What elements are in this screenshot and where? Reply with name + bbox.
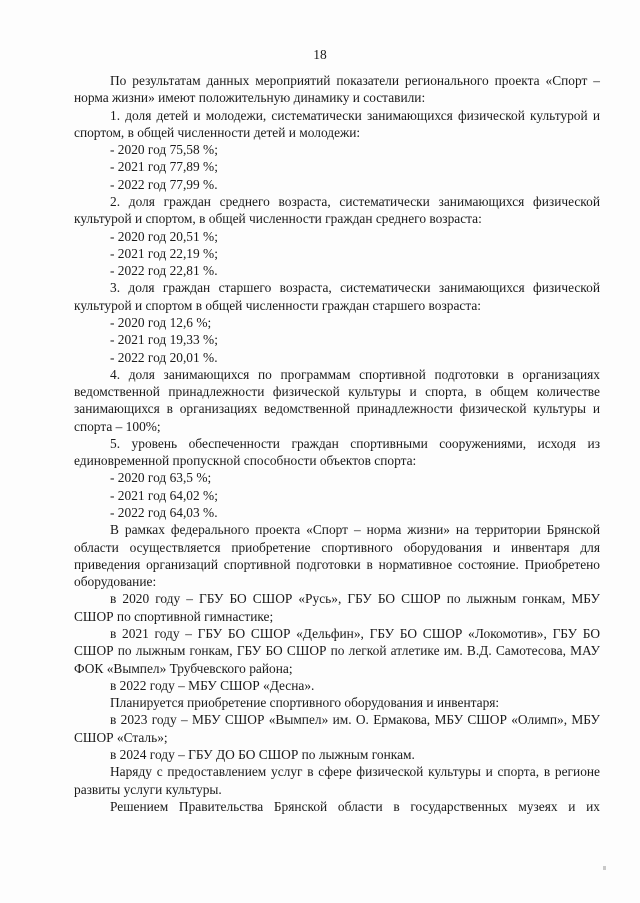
list-item: - 2020 год 75,58 %; bbox=[110, 142, 218, 158]
list-item: - 2022 год 22,81 %. bbox=[110, 263, 218, 279]
paragraph-intro: По результатам данных мероприятий показатели регионального проекта «Спорт – норма жизни» имеют положительную динамику и составили: bbox=[74, 73, 600, 106]
list-item: - 2022 год 77,99 %. bbox=[110, 176, 218, 192]
list-item: - 2022 год 20,01 %. bbox=[110, 349, 218, 365]
list-item: - 2020 год 12,6 %; bbox=[110, 314, 212, 330]
indicator-5: 5. уровень обеспеченности граждан спортивными сооружениями, исходя из единовременной пропускной способности объектов спорта: bbox=[74, 435, 600, 469]
paragraph-2021: в 2021 году – ГБУ БО СШОР «Дельфин», ГБУ БО СШОР «Локомотив», ГБУ БО СШОР по лыжным гонкам, ГБУ БО СШОР по легкой атлетике им. В.Д. Самотесова, МАУ ФОК «Вымпел» Трубчевского района; bbox=[74, 626, 600, 676]
indicator-4: 4. доля занимающихся по программам спортивной подготовки в организациях ведомственной принадлежности физической культуры и спорта, в общем количестве занимающихся в организациях ведомственной принадлежности физической культуры и спорта – 100%; bbox=[74, 366, 600, 434]
paragraph-culture: Наряду с предоставлением услуг в сфере физической культуры и спорта, в регионе развиты услуги культуры. bbox=[74, 764, 600, 797]
paragraph-2023: в 2023 году – МБУ СШОР «Вымпел» им. О. Ермакова, МБУ СШОР «Олимп», МБУ СШОР «Сталь»; bbox=[74, 712, 600, 745]
paragraph-federal-project: В рамках федерального проекта «Спорт – норма жизни» на территории Брянской области осуществляется приобретение спортивного оборудования и инвентаря для приведения организаций спортивной подготовки в нормативное состояние. Приобретено оборудование: bbox=[74, 522, 600, 590]
scan-speck bbox=[603, 866, 606, 870]
list-item: - 2020 год 63,5 %; bbox=[110, 470, 212, 486]
document-body bbox=[74, 72, 600, 815]
indicator-2: 2. доля граждан среднего возраста, систематически занимающихся физической культурой и спортом, в общей численности граждан среднего возраста: bbox=[74, 193, 600, 227]
paragraph-museums: Решением Правительства Брянской области в государственных музеях и их bbox=[110, 798, 600, 814]
paragraph-2022: в 2022 году – МБУ СШОР «Десна». bbox=[110, 677, 315, 693]
list-item: - 2021 год 22,19 %; bbox=[110, 245, 218, 261]
list-item: - 2021 год 19,33 %; bbox=[110, 332, 218, 348]
indicator-1: 1. доля детей и молодежи, систематически занимающихся физической культурой и спортом, в общей численности детей и молодежи: bbox=[74, 107, 600, 140]
page-number: 18 bbox=[313, 47, 327, 62]
list-item: - 2022 год 64,03 %. bbox=[110, 505, 218, 521]
indicator-3: 3. доля граждан старшего возраста, систематически занимающихся физической культурой и спортом в общей численности граждан старшего возраста: bbox=[74, 280, 600, 313]
list-item: - 2020 год 20,51 %; bbox=[110, 228, 218, 244]
paragraph-2020: в 2020 году – ГБУ БО СШОР «Русь», ГБУ БО СШОР по лыжным гонкам, МБУ СШОР по спортивной гимнастике; bbox=[74, 591, 600, 624]
paragraph-2024: в 2024 году – ГБУ ДО БО СШОР по лыжным гонкам. bbox=[110, 746, 415, 762]
paragraph-planned: Планируется приобретение спортивного оборудования и инвентаря: bbox=[110, 695, 500, 711]
list-item: - 2021 год 64,02 %; bbox=[110, 487, 218, 503]
list-item: - 2021 год 77,89 %; bbox=[110, 159, 218, 175]
